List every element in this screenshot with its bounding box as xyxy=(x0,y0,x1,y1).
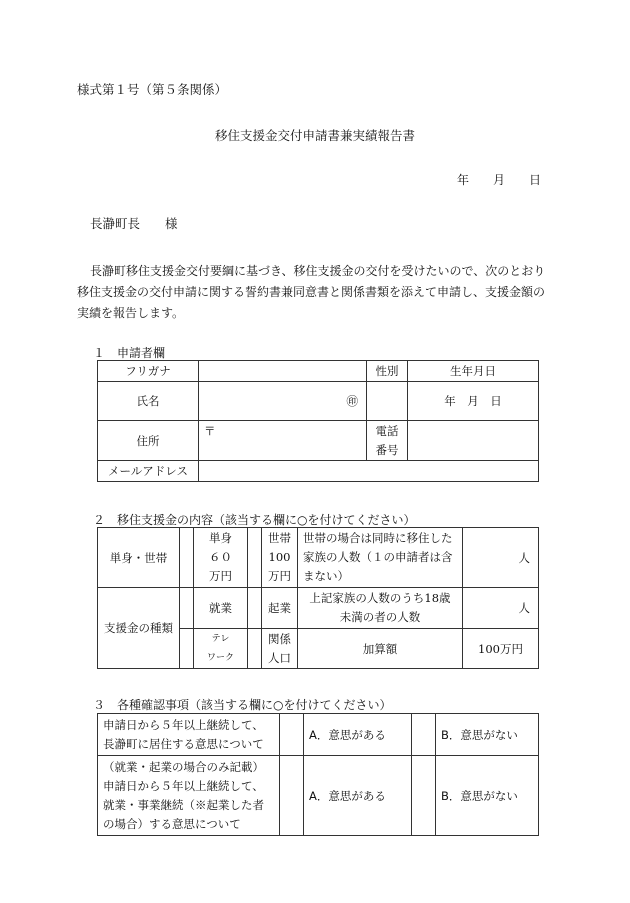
q1-option-b: B．意思がない xyxy=(436,714,539,756)
support-type-label: 支援金の種類 xyxy=(98,588,180,669)
single-household-label: 単身・世帯 xyxy=(98,528,180,588)
q2-b-check-cell[interactable] xyxy=(412,756,436,836)
date-line: 年 月 日 xyxy=(457,173,542,187)
minor-desc: 上記家族の人数のうち18歳 未満の者の人数 xyxy=(298,588,463,629)
household-amount: 世帯 100 万円 xyxy=(262,528,298,588)
document-title: 移住支援金交付申請書兼実績報告書 xyxy=(214,128,415,143)
addition-amount: 100万円 xyxy=(463,629,539,669)
related-population-label: 関係 人口 xyxy=(262,629,298,669)
q1-a-check-cell[interactable] xyxy=(280,714,304,756)
phone-label: 電話 番号 xyxy=(367,421,408,461)
single-amount: 単身 ６０ 万円 xyxy=(194,528,248,588)
household-count-field[interactable]: 人 xyxy=(463,528,539,588)
q1-option-a: A．意思がある xyxy=(304,714,412,756)
telework-label: テレ ワーク xyxy=(194,629,248,669)
q1-text: 申請日から５年以上継続して、 長瀞町に居住する意思について xyxy=(98,714,280,756)
birthdate-field[interactable]: 年 月 日 xyxy=(408,382,539,421)
intro-line-2: 移住支援金の交付申請に関する誓約書兼同意書と関係書類を添えて申請し、支援金額の xyxy=(77,285,546,299)
household-desc: 世帯の場合は同時に移住した 家族の人数（１の申請者は含 まない） xyxy=(298,528,463,588)
address-label: 住所 xyxy=(98,421,199,461)
intro-line-1: 長瀞町移住支援金交付要綱に基づき、移住支援金の交付を受けたいので、次のとおり xyxy=(90,264,546,278)
gender-field[interactable] xyxy=(367,382,408,421)
furigana-field[interactable] xyxy=(199,361,367,382)
section3-heading: ３ 各種確認事項（該当する欄に○を付けてください） xyxy=(93,698,392,712)
seal-mark: ㊞ xyxy=(346,394,358,408)
applicant-table xyxy=(97,360,539,482)
q2-a-check-cell[interactable] xyxy=(280,756,304,836)
birthdate-label: 生年月日 xyxy=(408,361,539,382)
phone-field[interactable] xyxy=(408,421,539,461)
address-field[interactable] xyxy=(199,421,367,461)
confirmation-table xyxy=(97,713,539,836)
name-field[interactable] xyxy=(199,382,367,421)
employment-label: 就業 xyxy=(194,588,248,629)
section2-heading: ２ 移住支援金の内容（該当する欄に○を付けてください） xyxy=(93,513,416,527)
postal-mark: 〒 xyxy=(204,424,216,438)
email-field[interactable] xyxy=(199,461,539,482)
q2-option-b: B．意思がない xyxy=(436,756,539,836)
support-table xyxy=(97,527,539,669)
q2-text: （就業・起業の場合のみ記載） 申請日から５年以上継続して、 就業・事業継続（※起業した者 の場合）する意思について xyxy=(98,756,280,836)
email-label: メールアドレス xyxy=(98,461,199,482)
form-number: 様式第１号（第５条関係） xyxy=(77,82,228,97)
startup-label: 起業 xyxy=(262,588,298,629)
q1-b-check-cell[interactable] xyxy=(412,714,436,756)
addition-label: 加算額 xyxy=(298,629,463,669)
related-check-cell[interactable] xyxy=(248,629,262,669)
section1-heading: １ 申請者欄 xyxy=(93,346,166,360)
single-check-cell[interactable] xyxy=(180,528,194,588)
gender-label: 性別 xyxy=(367,361,408,382)
name-label: 氏名 xyxy=(98,382,199,421)
intro-line-3: 実績を報告します。 xyxy=(77,306,185,320)
household-check-cell[interactable] xyxy=(248,528,262,588)
minor-count-field[interactable]: 人 xyxy=(463,588,539,629)
startup-check-cell[interactable] xyxy=(248,588,262,629)
employment-check-cell[interactable] xyxy=(180,588,194,629)
addressee: 長瀞町長 様 xyxy=(90,216,178,231)
furigana-label: フリガナ xyxy=(98,361,199,382)
telework-check-cell[interactable] xyxy=(180,629,194,669)
q2-option-a: A．意思がある xyxy=(304,756,412,836)
